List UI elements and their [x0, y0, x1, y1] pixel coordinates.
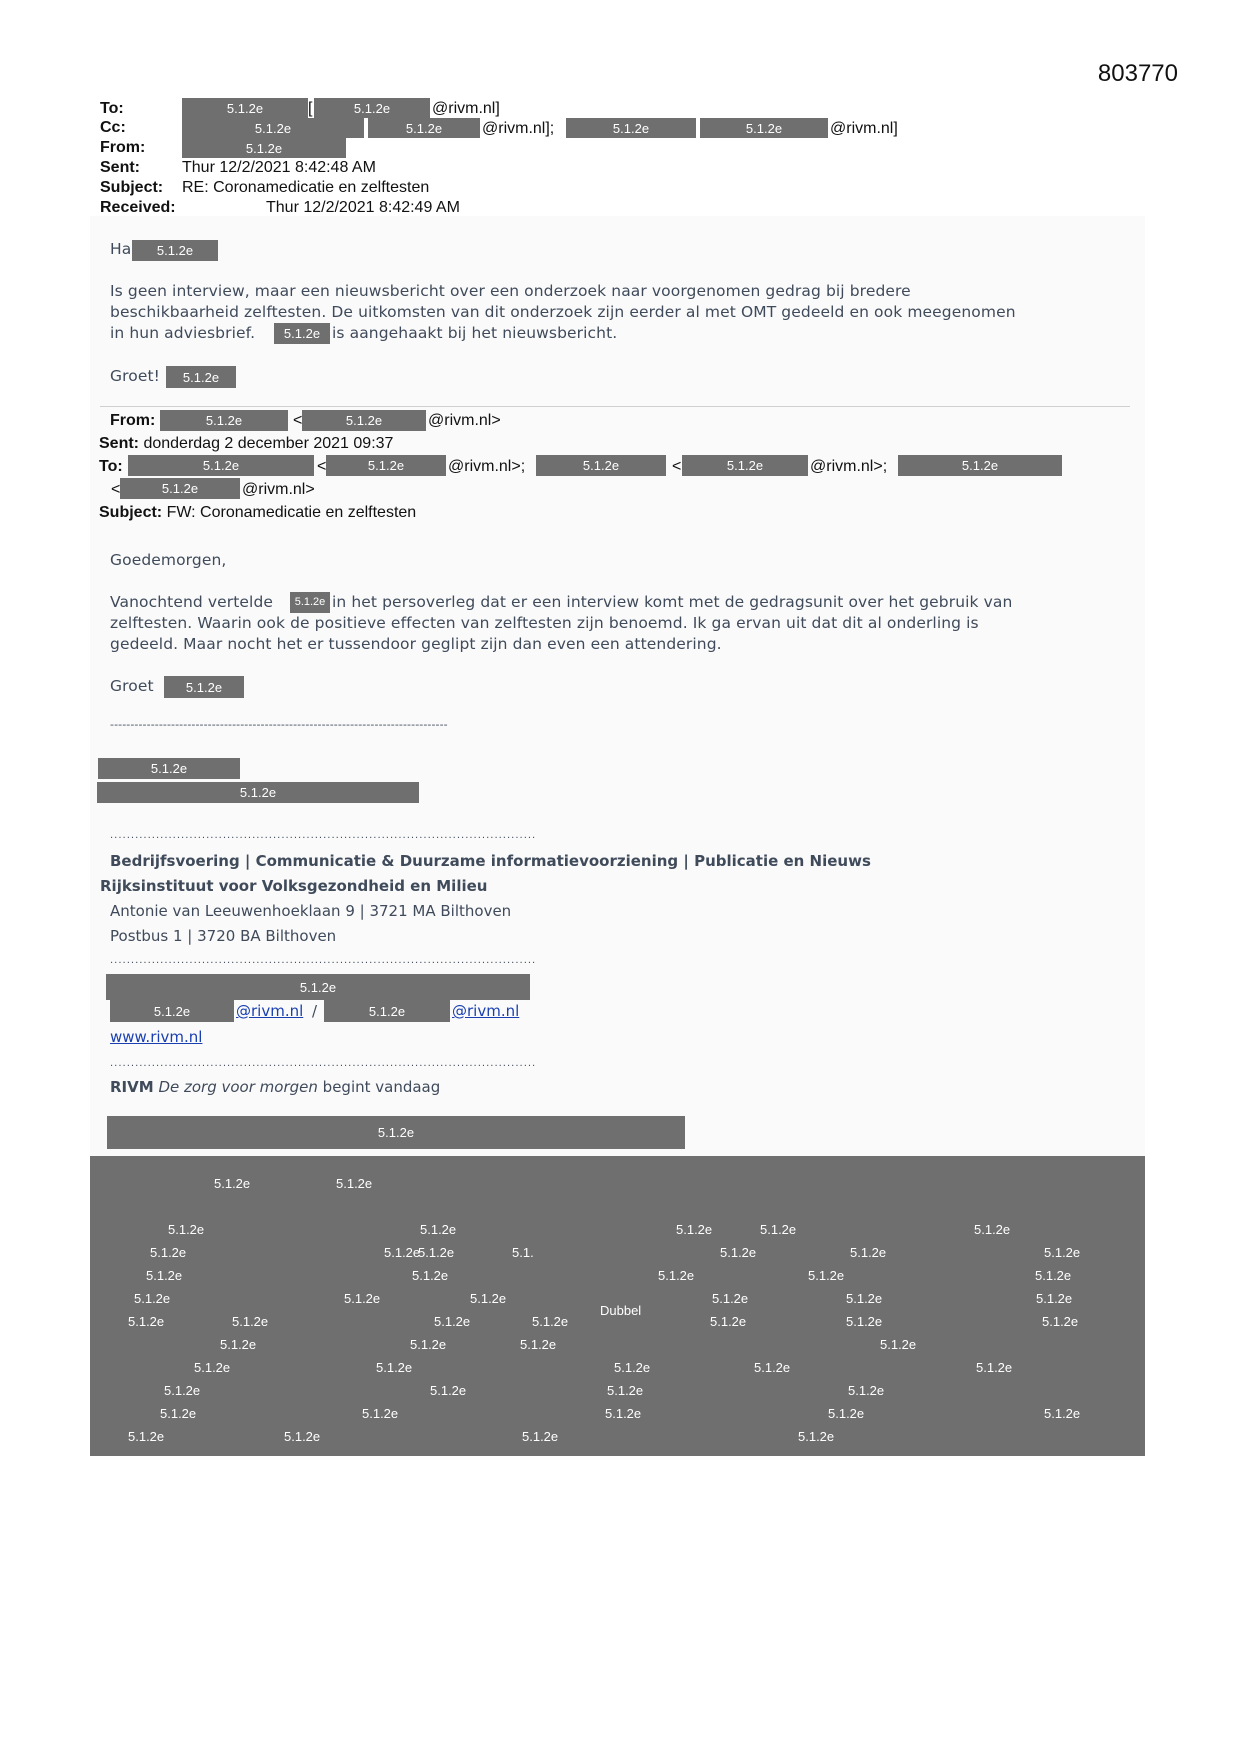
email-link[interactable]: @rivm.nl [452, 1002, 520, 1020]
redaction-box: 5.1.2e [132, 240, 218, 261]
redaction-code-label: 5.1.2e [134, 1291, 171, 1306]
redaction-code-label: 5.1.2e [232, 1314, 269, 1329]
fwd-to-suffix: @rivm.nl>; [810, 458, 888, 475]
redaction-code-label: 5.1.2e [434, 1314, 471, 1329]
fwd-subject-label: Subject: [99, 504, 163, 521]
redaction-code-label: 5.1.2e [754, 1360, 791, 1375]
redaction-code-label: 5.1.2e [520, 1337, 557, 1352]
redaction-code-label: 5.1.2e [420, 1222, 457, 1237]
fwd-from-label: From: [110, 412, 156, 429]
redaction-box: 5.1.2e [110, 1000, 234, 1022]
sent-label: Sent: [100, 159, 140, 176]
redaction-code-label: 5.1.2e [614, 1360, 651, 1375]
fwd-from-suffix: @rivm.nl> [428, 412, 501, 429]
redaction-code-label: 5.1.2e [344, 1291, 381, 1306]
document-number: 803770 [1097, 60, 1178, 87]
fwd-to-label: To: [99, 458, 123, 475]
redaction-box: 5.1.2e [106, 974, 530, 1000]
redaction-code-label: 5.1.2e [850, 1245, 887, 1260]
redaction-code-label: 5.1.2e [384, 1245, 421, 1260]
redaction-box: 5.1.2e [160, 410, 288, 431]
address-line: Postbus 1 | 3720 BA Bilthoven [110, 927, 337, 945]
redaction-code-label: 5.1.2e [128, 1429, 165, 1444]
redaction-code-label: 5.1.2e [808, 1268, 845, 1283]
redaction-box: 5.1.2e [324, 1000, 450, 1022]
redaction-code-label: 5.1.2e [376, 1360, 413, 1375]
redaction-code-label: 5.1.2e [160, 1406, 197, 1421]
cc-label: Cc: [100, 119, 126, 136]
redaction-code-label: 5.1.2e [605, 1406, 642, 1421]
redaction-box: 5.1.2e [290, 592, 330, 613]
email-separator: / [312, 1002, 318, 1020]
department: Bedrijfsvoering | Communicatie & Duurzame informatievoorziening | Publicatie en Nieuws [110, 852, 871, 870]
redaction-code-label: 5.1.2e [658, 1268, 695, 1283]
signature-dots: ...................................................................................................... [110, 955, 537, 966]
redaction-code-label: 5.1.2e [848, 1383, 885, 1398]
fwd-sent-label: Sent: [99, 435, 139, 452]
redaction-code-label: 5.1.2e [284, 1429, 321, 1444]
reply-greeting: Ha [110, 240, 132, 258]
fwd-to-lt: < [672, 458, 682, 475]
fwd-to-lt: < [111, 481, 121, 498]
fwd-to-lt: < [317, 458, 327, 475]
to-suffix: @rivm.nl] [432, 100, 500, 117]
to-bracket: [ [308, 100, 313, 117]
dubbel-label: Dubbel [600, 1303, 642, 1318]
redaction-box: 5.1.2e [898, 455, 1062, 476]
slogan-rest: begint vandaag [322, 1078, 441, 1096]
redaction-box: 5.1.2e [98, 758, 240, 779]
redaction-box: 5.1.2e [368, 118, 480, 138]
redaction-code-label: 5.1.2e [532, 1314, 569, 1329]
redaction-code-label: 5.1.2e [418, 1245, 455, 1260]
reply-line: is aangehaakt bij het nieuwsbericht. [332, 324, 618, 342]
redaction-code-label: 5.1.2e [150, 1245, 187, 1260]
redaction-code-label: 5.1.2e [1042, 1314, 1079, 1329]
reply-line: Is geen interview, maar een nieuwsbericht over een onderzoek naar voorgenomen gedrag bij bredere [110, 282, 911, 300]
redaction-code-label: 5.1.2e [710, 1314, 747, 1329]
redaction-code-label: 5.1.2e [712, 1291, 749, 1306]
redaction-code-label: 5.1.2e [1036, 1291, 1073, 1306]
redaction-box: 5.1.2e [164, 676, 244, 698]
sent-value: Thur 12/2/2021 8:42:48 AM [182, 159, 376, 176]
redaction-code-label: 5.1.2e [1044, 1406, 1081, 1421]
redaction-code-label: 5.1.2e [470, 1291, 507, 1306]
redaction-box: 5.1.2e [566, 118, 696, 138]
redaction-code-label: 5.1.2e [720, 1245, 757, 1260]
redaction-box: 5.1.2e [274, 323, 330, 344]
cc-suffix: @rivm.nl]; [482, 120, 555, 137]
redaction-box: 5.1.2e [182, 98, 308, 118]
redaction-box: 5.1.2e [302, 410, 426, 431]
subject-label: Subject: [100, 179, 164, 196]
redaction-code-label: 5.1.2e [430, 1383, 467, 1398]
signature-dots: ...................................................................................................... [110, 1058, 537, 1069]
redaction-box: 5.1.2e [682, 455, 808, 476]
redaction-code-label: 5.1.2e [828, 1406, 865, 1421]
signature-dots: ...................................................................................................... [110, 830, 537, 841]
message-closing: Groet [110, 677, 154, 695]
redaction-code-label: 5.1.2e [976, 1360, 1013, 1375]
redaction-box: 5.1.2e [700, 118, 828, 138]
redaction-code-label: 5.1.2e [798, 1429, 835, 1444]
message-line: gedeeld. Maar nocht het er tussendoor geglipt zijn dan even een attendering. [110, 635, 722, 653]
redaction-box: 5.1.2e [536, 455, 666, 476]
slogan-italic: De zorg voor morgen [158, 1078, 318, 1096]
redaction-code-label: 5.1.2e [974, 1222, 1011, 1237]
redaction-code-label: 5.1.2e [362, 1406, 399, 1421]
fwd-sent-value: donderdag 2 december 2021 09:37 [143, 435, 394, 452]
divider [100, 406, 1130, 407]
redaction-code-label: 5.1.2e [164, 1383, 201, 1398]
redaction-code-label: 5.1.2e [880, 1337, 917, 1352]
fwd-to-suffix: @rivm.nl>; [448, 458, 526, 475]
redaction-code-label: 5.1.2e [194, 1360, 231, 1375]
redaction-box: 5.1.2e [182, 118, 364, 138]
redaction-code-label: 5.1.2e [676, 1222, 713, 1237]
redaction-code-label: 5.1.2e [336, 1176, 373, 1191]
redaction-code-label: 5.1.2e [522, 1429, 559, 1444]
redaction-code-label: 5.1.2e [607, 1383, 644, 1398]
fwd-to-suffix: @rivm.nl> [242, 481, 315, 498]
redaction-code-label: 5.1.2e [168, 1222, 205, 1237]
redaction-code-label: 5.1.2e [760, 1222, 797, 1237]
address-line: Antonie van Leeuwenhoeklaan 9 | 3721 MA Bilthoven [110, 902, 512, 920]
website-link[interactable]: www.rivm.nl [110, 1028, 203, 1046]
redaction-code-label: 5.1.2e [1044, 1245, 1081, 1260]
redaction-code-label: 5.1.2e [146, 1268, 183, 1283]
redaction-box: 5.1.2e [182, 138, 346, 158]
redaction-code-label: 5.1.2e [410, 1337, 447, 1352]
redaction-box: 5.1.2e [107, 1116, 685, 1149]
redaction-code-label: 5.1. [512, 1245, 534, 1260]
received-label: Received: [100, 199, 176, 216]
redaction-box: 5.1.2e [314, 98, 430, 118]
fwd-subject-value: FW: Coronamedicatie en zelftesten [166, 504, 417, 521]
message-greeting: Goedemorgen, [110, 551, 227, 569]
redaction-code-label: 5.1.2e [1035, 1268, 1072, 1283]
reply-line: beschikbaarheid zelftesten. De uitkomsten van dit onderzoek zijn eerder al met OMT gedeeld en ook meegenomen [110, 303, 1016, 321]
separator: ----------------------------------------------------------------------------------- [110, 718, 448, 731]
reply-line: in hun adviesbrief. [110, 324, 256, 342]
redaction-box: 5.1.2e [128, 455, 314, 476]
redaction-box: 5.1.2e [97, 782, 419, 803]
redaction-code-label: 5.1.2e [214, 1176, 251, 1191]
redaction-code-label: 5.1.2e [220, 1337, 257, 1352]
message-line: zelftesten. Waarin ook de positieve effecten van zelftesten zijn benoemd. Ik ga ervan uit dat dit al onderling is [110, 614, 979, 632]
fwd-from-lt: < [293, 412, 303, 429]
redaction-box: 5.1.2e [120, 478, 240, 499]
received-value: Thur 12/2/2021 8:42:49 AM [266, 199, 460, 216]
redaction-code-label: 5.1.2e [412, 1268, 449, 1283]
from-label: From: [100, 139, 146, 156]
subject-value: RE: Coronamedicatie en zelftesten [182, 179, 430, 196]
slogan-brand: RIVM [110, 1078, 154, 1096]
institute: Rijksinstituut voor Volksgezondheid en Milieu [100, 877, 488, 895]
email-link[interactable]: @rivm.nl [236, 1002, 304, 1020]
redaction-code-label: 5.1.2e [128, 1314, 165, 1329]
redaction-code-label: 5.1.2e [846, 1291, 883, 1306]
message-line: Vanochtend vertelde [110, 593, 274, 611]
redaction-code-label: 5.1.2e [846, 1314, 883, 1329]
cc-suffix: @rivm.nl] [830, 120, 898, 137]
redaction-box: 5.1.2e [326, 455, 446, 476]
redaction-box: 5.1.2e [166, 366, 236, 388]
message-line: in het persoverleg dat er een interview komt met de gedragsunit over het gebruik van [332, 593, 1013, 611]
to-label: To: [100, 100, 124, 117]
reply-closing: Groet! [110, 367, 160, 385]
